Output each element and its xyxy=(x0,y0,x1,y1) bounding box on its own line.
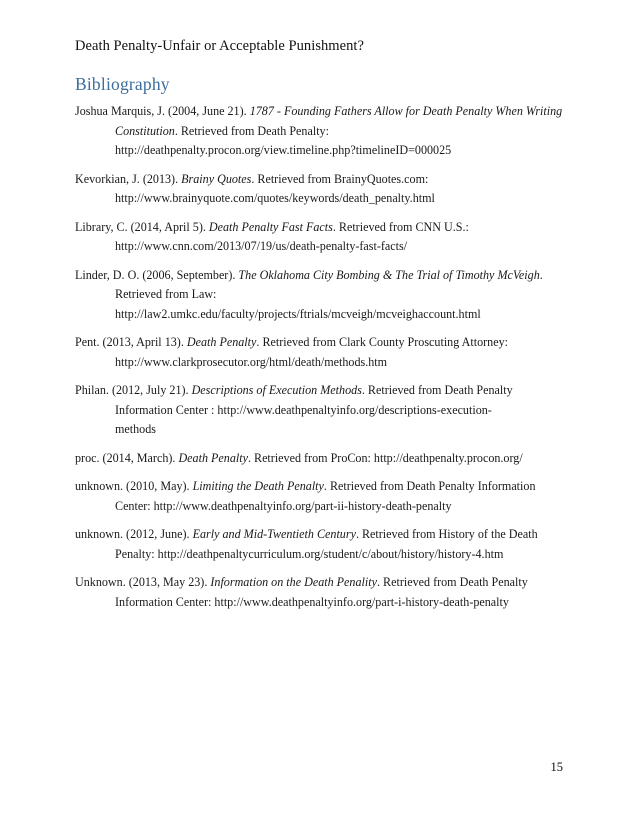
entry-title: 1787 - Founding Fathers Allow for Death Penalty When Writing xyxy=(249,104,563,118)
bibliography-list xyxy=(75,102,575,621)
entry-url: http://law2.umkc.edu/faculty/projects/ftrials/mcveigh/mcveighaccount.html xyxy=(115,306,481,321)
bibliography-entry: unknown. (2010, May). Limiting the Death Penalty. Retrieved from Death Penalty Information Center: http://www.deathpenaltyinfo.org/part-ii-history-death-penalty xyxy=(75,479,536,513)
bibliography-entry: Joshua Marquis, J. (2004, June 21). 1787 - Founding Fathers Allow for Death Penalty When Writing Constitution. Retrieved from Death Penalty: http://deathpenalty.procon.org/view.timeline.php?timelineID=000025 xyxy=(75,102,575,161)
running-header: Death Penalty-Unfair or Acceptable Punishment? xyxy=(75,38,364,54)
entry-title: Early and Mid-Twentieth Century xyxy=(192,527,356,541)
entry-title: Death Penalty xyxy=(178,450,248,465)
entry-url: http://www.clarkprosecutor.org/html/death/methods.htm xyxy=(115,354,388,369)
bibliography-entry: Unknown. (2013, May 23). Information on the Death Penality. Retrieved from Death Penalty Information Center: http://www.deathpenaltyinfo.org/part-i-history-death-penalty xyxy=(75,575,528,609)
bibliography-entry: proc. (2014, March). Death Penalty. Retrieved from ProCon: http://deathpenalty.procon.org/ xyxy=(75,450,523,465)
bibliography-entry: Linder, D. O. (2006, September). The Oklahoma City Bombing & The Trial of Timothy McVeigh. Retrieved from Law: http://law2.umkc.edu/faculty/projects/ftrials/mcveigh/mcveighaccount.html xyxy=(75,266,575,325)
entry-title: Brainy Quotes xyxy=(181,171,252,186)
entry-title: Descriptions of Execution Methods xyxy=(191,383,362,397)
entry-title: Death Penalty xyxy=(186,335,257,349)
bibliography-entry: Pent. (2013, April 13). Death Penalty. Retrieved from Clark County Proscuting Attorney: http://www.clarkprosecutor.org/html/death/methods.htm xyxy=(75,333,575,372)
bibliography-entry: Philan. (2012, July 21). Descriptions of Execution Methods. Retrieved from Death Penalty Information Center : http://www.deathpenaltyinfo.org/descriptions-execution- methods xyxy=(75,383,513,436)
page-number: 15 xyxy=(550,760,563,774)
bibliography-entry: unknown. (2012, June). Early and Mid-Twentieth Century. Retrieved from History of the Death Penalty: http://deathpenaltycurriculum.org/student/c/about/history/history-4.htm xyxy=(75,527,538,561)
entry-title: Constitution xyxy=(115,123,175,138)
bibliography-entry: Library, C. (2014, April 5). Death Penalty Fast Facts. Retrieved from CNN U.S.: http://www.cnn.com/2013/07/19/us/death-penalty-fast-facts/ xyxy=(75,218,575,257)
entry-title: Death Penalty Fast Facts xyxy=(208,219,333,234)
entry-url: http://deathpenalty.procon.org/view.timeline.php?timelineID=000025 xyxy=(115,143,452,157)
bibliography-heading: Bibliography xyxy=(75,74,170,94)
entry-title: Information on the Death Penality xyxy=(210,575,377,589)
entry-url: http://www.cnn.com/2013/07/19/us/death-penalty-fast-facts/ xyxy=(115,239,408,253)
entry-title: Limiting the Death Penalty xyxy=(192,479,324,493)
entry-title: The Oklahoma City Bombing & The Trial of Timothy McVeigh xyxy=(238,267,540,282)
bibliography-entry: Kevorkian, J. (2013). Brainy Quotes. Retrieved from BrainyQuotes.com: http://www.brainyquote.com/quotes/keywords/death_penalty.html xyxy=(75,170,575,209)
entry-url: http://www.brainyquote.com/quotes/keywords/death_penalty.html xyxy=(115,191,435,205)
